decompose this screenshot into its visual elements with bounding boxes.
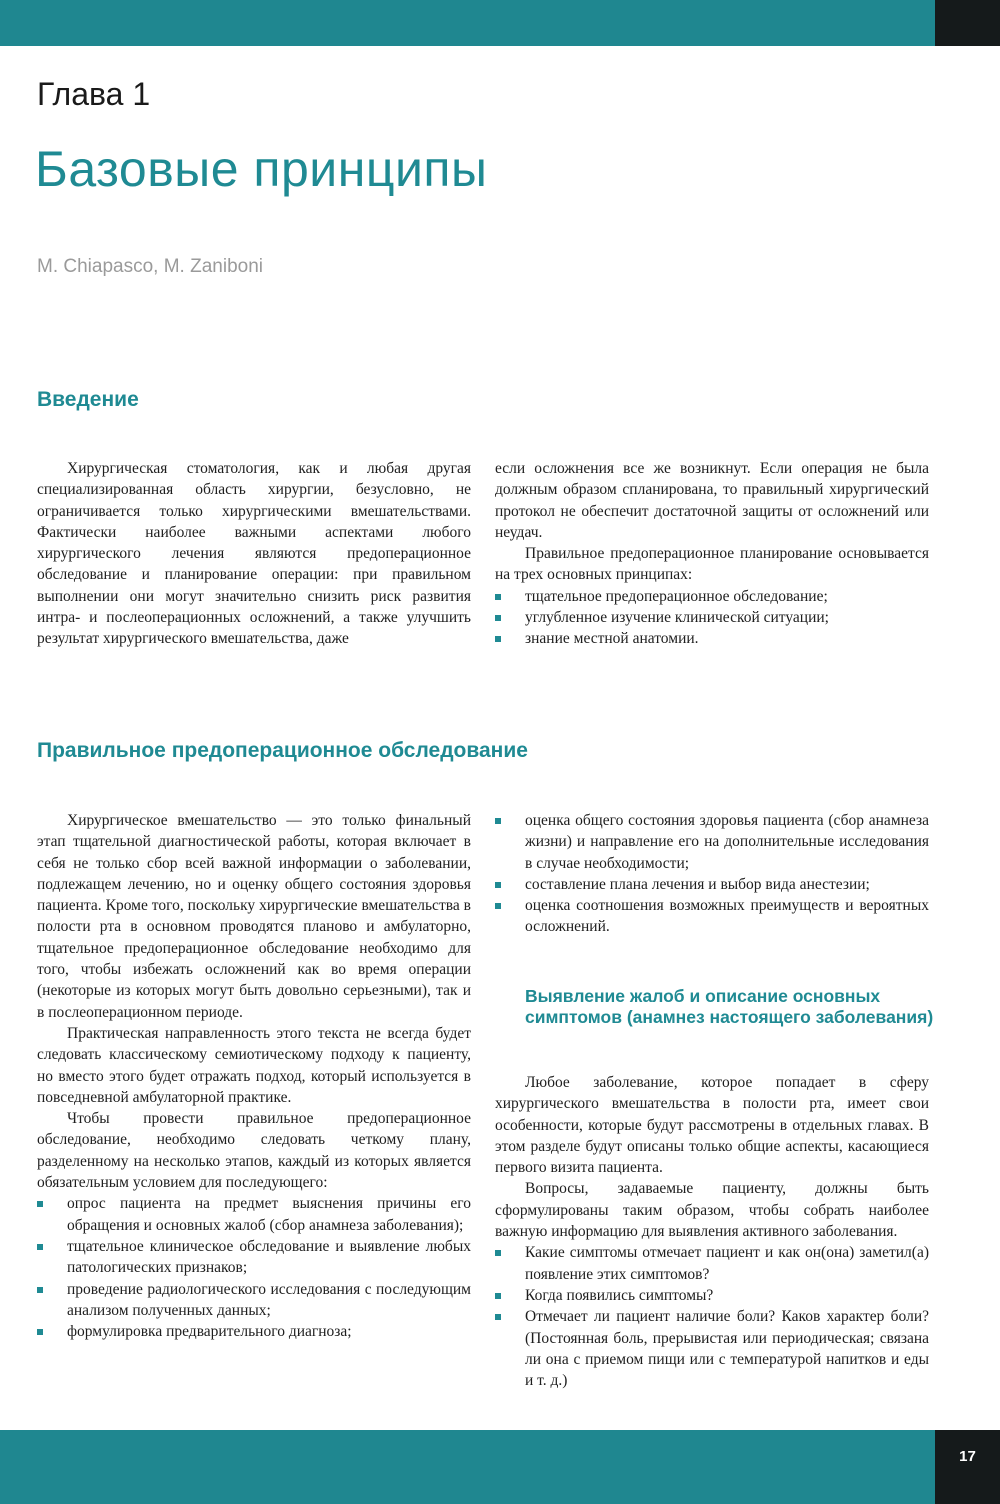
- list-item: оценка соотношения возможных преимуществ и вероятных осложнений.: [495, 895, 929, 938]
- intro-right-column: [495, 458, 929, 650]
- list-item: знание местной анатомии.: [495, 628, 929, 649]
- list-item: Отмечает ли пациент наличие боли? Каков характер боли? (Постоянная боль, прерывистая или периодическая; связана ли она с приемом пищи или с температурой напитков и еды и т. д.): [495, 1306, 929, 1391]
- exam-paragraph-1: Хирургическое вмешательство — это только финальный этап тщательной диагностической работы, которая включает в себя не только сбор всей важной информации о заболевании, подлежащем лечению, но и оценку общего состояния здоровья пациента. Кроме того, поскольку хирургические вмешательства в полости рта в основном проводятся планово и амбулаторно, тщательное предоперационное обследование необходимо для того, чтобы избежать осложнений как во время операции (некоторые из которых могут быть довольно серьезными), так и в послеоперационном периоде.: [37, 812, 471, 1021]
- exam-paragraph-2: Практическая направленность этого текста не всегда будет следовать классическому семиотическому подходу к пациенту, но вместо этого будет отражать подход, который используется в повседневной амбулаторной практике.: [37, 1024, 471, 1106]
- intro-paragraph: Хирургическая стоматология, как и любая другая специализированная область хирургии, безусловно, не ограничивается только хирургическими вмешательствами. Фактически наиболее важными аспектами любого хирургического лечения являются предоперационное обследование и планирование операции: при правильном выполнении они могут значительно снизить риск развития интра- и послеоперационных осложнений, а также улучшить результат хирургического вмешательства, даже: [37, 460, 471, 648]
- bullet-square-icon: [495, 1250, 501, 1256]
- intro-left-column: [37, 458, 471, 650]
- bottom-corner-block: [935, 1430, 1000, 1504]
- authors: M. Chiapasco, M. Zaniboni: [37, 256, 263, 277]
- section-heading-exam: Правильное предоперационное обследование: [37, 739, 528, 762]
- bullet-square-icon: [37, 1287, 43, 1293]
- questions-list: [495, 1242, 929, 1391]
- bullet-square-icon: [495, 818, 501, 824]
- list-item: формулировка предварительного диагноза;: [37, 1321, 471, 1342]
- bullet-square-icon: [495, 903, 501, 909]
- list-item: составление плана лечения и выбор вида анестезии;: [495, 874, 929, 895]
- list-item: проведение радиологического исследования с последующим анализом полученных данных;: [37, 1279, 471, 1322]
- bullet-square-icon: [495, 615, 501, 621]
- bullet-square-icon: [37, 1201, 43, 1207]
- list-item: опрос пациента на предмет выяснения причины его обращения и основных жалоб (сбор анамнеза заболевания);: [37, 1193, 471, 1236]
- complaints-column: [495, 1072, 929, 1391]
- page-number: 17: [959, 1448, 976, 1465]
- exam-steps-list-left: [37, 1193, 471, 1342]
- bullet-square-icon: [495, 636, 501, 642]
- list-item: Какие симптомы отмечает пациент и как он(она) заметил(а) появление этих симптомов?: [495, 1242, 929, 1285]
- bullet-square-icon: [37, 1329, 43, 1335]
- bullet-square-icon: [495, 1293, 501, 1299]
- list-item: углубленное изучение клинической ситуации;: [495, 607, 929, 628]
- exam-paragraph-3: Чтобы провести правильное предоперационное обследование, необходимо следовать четкому плану, разделенному на несколько этапов, каждый из которых является обязательным условием для последующего:: [37, 1110, 471, 1192]
- list-item: тщательное клиническое обследование и выявление любых патологических признаков;: [37, 1236, 471, 1279]
- exam-right-column: [495, 810, 929, 938]
- exam-left-column: [37, 810, 471, 1342]
- principles-list: [495, 586, 929, 650]
- list-item: тщательное предоперационное обследование;: [495, 586, 929, 607]
- exam-steps-list-right: [495, 810, 929, 938]
- complaints-paragraph-2: Вопросы, задаваемые пациенту, должны быть сформулированы таким образом, чтобы собрать наиболее важную информацию для выявления активного заболевания.: [495, 1180, 929, 1241]
- bottom-color-bar: [0, 1430, 935, 1504]
- bullet-square-icon: [37, 1244, 43, 1250]
- intro-principles-lead: Правильное предоперационное планирование основывается на трех основных принципах:: [495, 545, 929, 584]
- top-color-bar: [0, 0, 935, 46]
- complaints-paragraph-1: Любое заболевание, которое попадает в сферу хирургического вмешательства в полости рта, имеет свои особенности, которые будут рассмотрены в отдельных главах. В этом разделе будут описаны только общие аспекты, касающиеся первого визита пациента.: [495, 1074, 929, 1177]
- section-heading-intro: Введение: [37, 388, 139, 411]
- list-item: Когда появились симптомы?: [495, 1285, 929, 1306]
- subsection-heading-complaints: Выявление жалоб и описание основных симптомов (анамнез настоящего заболевания): [525, 986, 934, 1027]
- bullet-square-icon: [495, 594, 501, 600]
- intro-continuation: если осложнения все же возникнут. Если операция не была должным образом спланирована, то правильный хирургический протокол не обеспечит достаточной защиты от осложнений или неудач.: [495, 460, 929, 541]
- list-item: оценка общего состояния здоровья пациента (сбор анамнеза жизни) и направление его на дополнительные исследования в случае необходимости;: [495, 810, 929, 874]
- bullet-square-icon: [495, 882, 501, 888]
- chapter-title: Базовые принципы: [35, 141, 488, 197]
- bullet-square-icon: [495, 1314, 501, 1320]
- top-corner-block: [935, 0, 1000, 46]
- chapter-label: Глава 1: [37, 76, 151, 112]
